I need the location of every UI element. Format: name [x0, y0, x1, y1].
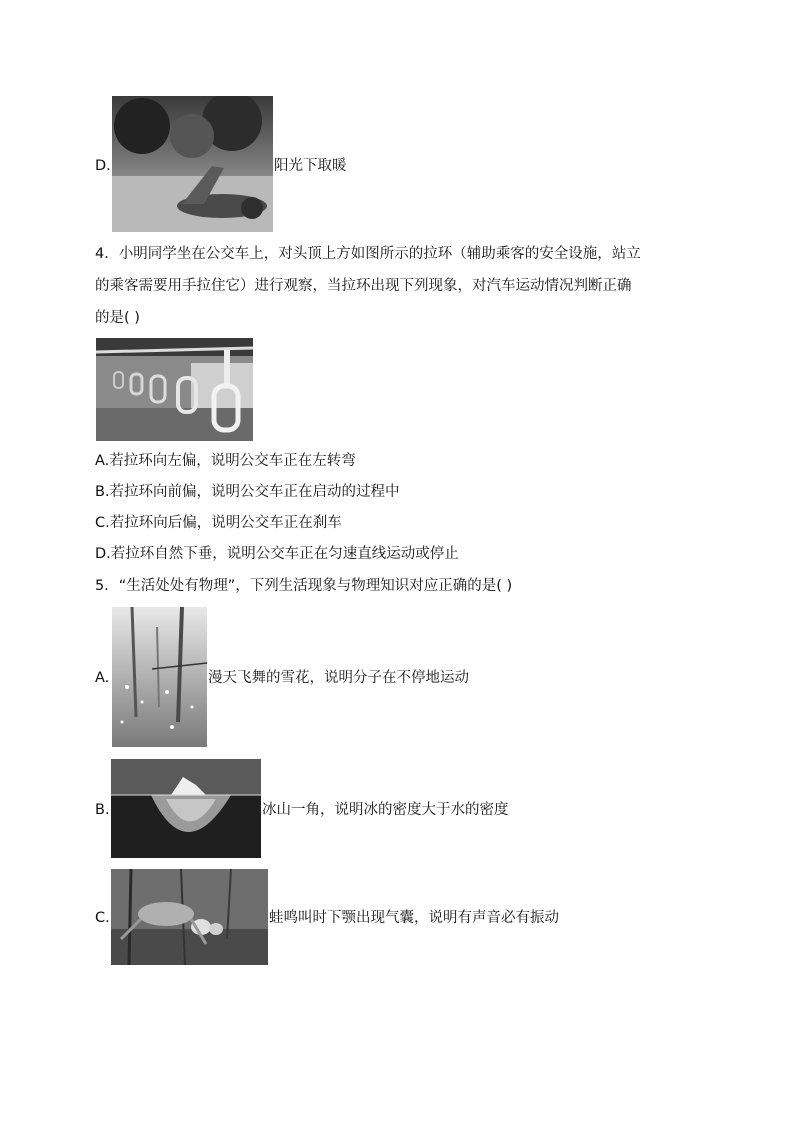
q5-option-b-text: 冰山一角，说明冰的密度大于水的密度 [262, 802, 509, 818]
q4-option-c: C.若拉环向后偏，说明公交车正在刹车 [95, 515, 342, 531]
q5-option-c-text: 蛙鸣叫时下颚出现气囊，说明有声音必有振动 [269, 910, 559, 926]
q5-option-b-letter: B. [95, 802, 110, 818]
snowfall-photo [112, 607, 207, 747]
q5-option-c-letter: C. [95, 910, 110, 926]
q4-option-a: A.若拉环向左偏，说明公交车正在左转弯 [95, 453, 356, 469]
bus-handles-photo [96, 338, 253, 441]
q5-option-a-text: 漫天飞舞的雪花，说明分子在不停地运动 [208, 670, 469, 686]
q4-stem-line2: 的乘客需要用手拉住它）进行观察，当拉环出现下列现象，对汽车运动情况判断正确 [95, 278, 632, 294]
q5-option-a-letter: A. [95, 670, 110, 686]
option-d-text: 阳光下取暖 [274, 158, 347, 174]
option-d-letter: D. [95, 158, 111, 174]
sunbathing-photo [112, 96, 273, 232]
q4-stem-line1: 4．小明同学坐在公交车上，对头顶上方如图所示的拉环（辅助乘客的安全设施，站立 [95, 246, 641, 262]
q4-option-b: B.若拉环向前偏，说明公交车正在启动的过程中 [95, 484, 400, 500]
q5-stem: 5．“生活处处有物理”，下列生活现象与物理知识对应正确的是( ) [95, 578, 513, 594]
iceberg-photo [111, 759, 261, 858]
frog-photo [111, 869, 268, 965]
q4-stem-line3: 的是( ) [95, 310, 140, 326]
q4-option-d: D.若拉环自然下垂，说明公交车正在匀速直线运动或停止 [95, 546, 459, 562]
